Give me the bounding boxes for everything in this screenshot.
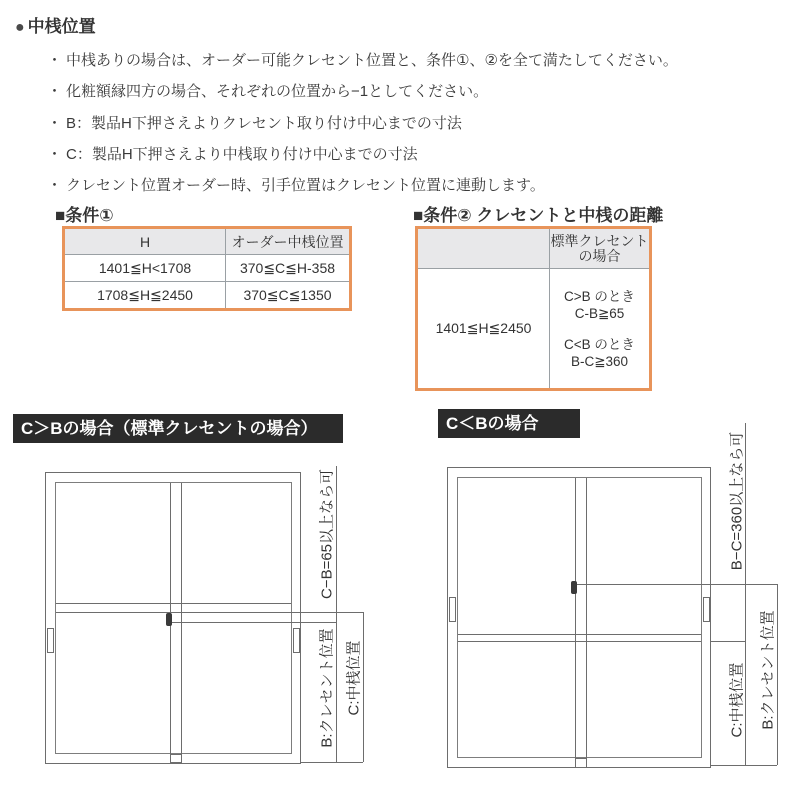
condition2-heading: ■条件② クレセントと中桟の距離 <box>413 206 664 225</box>
crescent-level-dimension-tick <box>172 622 336 623</box>
rail-level-dimension-tick <box>711 641 745 642</box>
column-header-standard-crescent <box>550 228 651 269</box>
page-title-text: 中桟位置 <box>27 17 96 36</box>
crescent-lock-icon <box>571 581 577 594</box>
case1-formula: C-B≧65 <box>574 305 625 321</box>
diagram-header-c-greater-b: C＞Bの場合（標準クレセントの場合） <box>13 414 343 443</box>
bottom-dimension-tick <box>711 765 777 766</box>
bullet-marker: ・ <box>47 52 63 69</box>
meeting-stile-line <box>586 478 587 758</box>
table-header-row <box>417 228 651 269</box>
crescent-lock-icon <box>166 613 172 626</box>
case2-formula: B-C≧360 <box>570 353 629 369</box>
bullet-marker: ・ <box>47 83 63 100</box>
note-line <box>47 49 678 70</box>
note-text: C：製品H下押さえより中桟取り付け中心までの寸法 <box>66 146 418 163</box>
header-line2: の場合 <box>578 247 621 264</box>
bullet-marker: ・ <box>47 177 63 194</box>
column-header-empty <box>417 228 550 269</box>
column-header-h: H <box>64 228 226 255</box>
middle-rail-line <box>56 603 291 604</box>
case1-condition: C>B のとき <box>564 288 635 304</box>
bullet-marker: ・ <box>47 115 63 132</box>
page-title <box>15 12 96 37</box>
cell-h-range: 1401≦H<1708 <box>64 255 226 282</box>
bullet-marker: ・ <box>47 146 63 163</box>
note-text: 化粧額縁四方の場合、それぞれの位置から−1としてください。 <box>66 83 489 100</box>
note-text: B：製品H下押さえよりクレセント取り付け中心までの寸法 <box>66 115 462 132</box>
note-line <box>47 80 488 101</box>
note-line <box>47 112 462 133</box>
stile-bottom-cap <box>170 754 182 763</box>
table-row <box>64 282 351 310</box>
condition2-table <box>415 226 652 391</box>
sash-pull-handle <box>293 628 300 653</box>
dimension-label-b-crescent-position: B:クレセント位置 <box>318 628 336 748</box>
condition1-heading: ■条件① <box>55 206 114 225</box>
window-inner-frame <box>55 482 292 754</box>
spacer <box>550 322 649 336</box>
table-row <box>64 255 351 282</box>
sash-pull-handle <box>47 628 54 653</box>
case2-condition: C<B のとき <box>564 336 635 352</box>
cell-h-range: 1401≦H≦2450 <box>417 269 550 390</box>
sash-pull-handle <box>703 597 710 622</box>
note-line <box>47 143 418 164</box>
cell-c-range: 370≦C≦1350 <box>226 282 351 310</box>
dimension-label-b-minus-c: B−C=360以上なら可 <box>728 431 746 571</box>
condition1-table <box>62 226 352 311</box>
meeting-stile-line <box>575 478 576 758</box>
cell-h-range: 1708≦H≦2450 <box>64 282 226 310</box>
sash-pull-handle <box>449 597 456 622</box>
note-line <box>47 174 545 195</box>
middle-rail-line <box>56 612 291 613</box>
section-bullet-icon: ● <box>15 19 25 36</box>
dimension-label-b-crescent-position: B:クレセント位置 <box>759 610 777 730</box>
note-text: クレセント位置オーダー時、引手位置はクレセント位置に連動します。 <box>66 177 545 194</box>
diagram-header-c-less-b: C＜Bの場合 <box>438 409 580 438</box>
middle-rail-line <box>458 641 701 642</box>
column-header-order-rail-position: オーダー中桟位置 <box>226 228 351 255</box>
stile-bottom-cap <box>575 758 587 768</box>
note-text: 中桟ありの場合は、オーダー可能クレセント位置と、条件①、②を全て満たしてください。 <box>66 52 678 69</box>
meeting-stile-line <box>181 483 182 754</box>
window-inner-frame <box>457 477 702 758</box>
cell-c-range: 370≦C≦H-358 <box>226 255 351 282</box>
middle-rail-line <box>458 634 701 635</box>
rail-level-dimension-tick <box>291 612 363 613</box>
header-line1: 標準クレセント <box>550 232 649 249</box>
dimension-label-c-minus-b: C−B=65以上なら可 <box>318 468 336 600</box>
table-row <box>417 269 651 390</box>
dimension-label-c-rail-position: C:中桟位置 <box>728 662 746 738</box>
table-header-row <box>64 228 351 255</box>
cell-crescent-conditions <box>550 269 651 390</box>
dimension-label-c-rail-position: C:中桟位置 <box>345 640 363 716</box>
crescent-level-dimension-tick <box>577 584 777 585</box>
bottom-dimension-tick <box>300 762 363 763</box>
